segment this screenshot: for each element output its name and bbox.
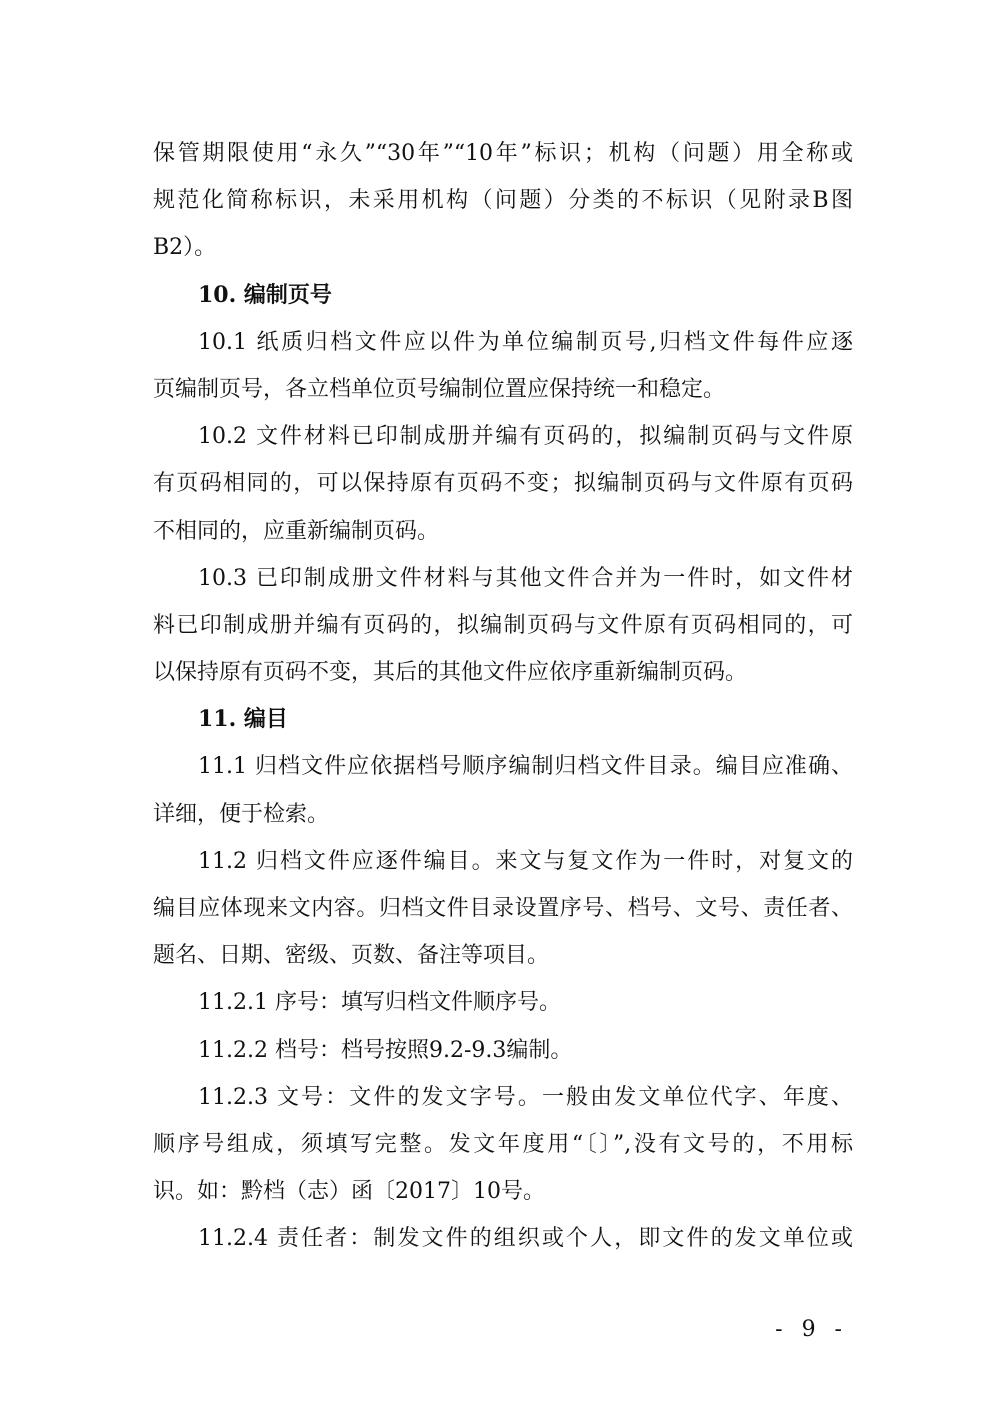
paragraph-line: 10.2 文件材料已印制成册并编有页码的，拟编制页码与文件原: [198, 424, 853, 450]
paragraph-line: 页编制页号，各立档单位页号编制位置应保持统一和稳定。: [153, 376, 726, 402]
paragraph-line: 规范化简称标识，未采用机构（问题）分类的不标识（见附录B图: [153, 188, 853, 214]
paragraph-line: 编目应体现来文内容。归档文件目录设置序号、档号、文号、责任者、: [153, 896, 853, 921]
page-number: - 9 -: [775, 1317, 848, 1342]
section-heading: 10. 编制页号: [198, 281, 332, 308]
paragraph-line: 保管期限使用“永久”“30年”“10年”标识；机构（问题）用全称或: [153, 141, 853, 166]
paragraph-line: 10.1 纸质归档文件应以件为单位编制页号,归档文件每件应逐: [198, 329, 853, 355]
paragraph-line: 10.3 已印制成册文件材料与其他文件合并为一件时，如文件材: [198, 565, 853, 591]
paragraph-line: 以保持原有页码不变，其后的其他文件应依序重新编制页码。: [153, 660, 748, 686]
paragraph-line: 顺序号组成，须填写完整。发文年度用“〔〕”,没有文号的，不用标: [153, 1131, 853, 1157]
paragraph-line: B2）。: [153, 235, 217, 261]
paragraph-line: 11.2.2 档号：档号按照9.2-9.3编制。: [198, 1037, 573, 1063]
document-body: [153, 130, 853, 1263]
paragraph-line: 详细，便于检索。: [153, 801, 330, 827]
paragraph-line: 11.2.1 序号：填写归档文件顺序号。: [198, 990, 561, 1016]
paragraph-line: 料已印制成册并编有页码的，拟编制页码与文件原有页码相同的，可: [153, 612, 853, 638]
paragraph-line: 识。如：黔档（志）函〔2017〕10号。: [153, 1179, 545, 1205]
section-heading: 11. 编目: [198, 706, 288, 733]
paragraph-line: 不相同的，应重新编制页码。: [153, 518, 440, 544]
paragraph-line: 11.2.4 责任者：制发文件的组织或个人，即文件的发文单位或: [198, 1226, 853, 1252]
paragraph-line: 题名、日期、密级、页数、备注等项目。: [153, 943, 550, 969]
paragraph-line: 11.2 归档文件应逐件编目。来文与复文作为一件时，对复文的: [198, 848, 853, 874]
paragraph-line: 11.1 归档文件应依据档号顺序编制归档文件目录。编目应准确、: [198, 754, 853, 780]
paragraph-line: 有页码相同的，可以保持原有页码不变；拟编制页码与文件原有页码: [153, 471, 853, 497]
paragraph-line: 11.2.3 文号：文件的发文字号。一般由发文单位代字、年度、: [198, 1084, 853, 1110]
